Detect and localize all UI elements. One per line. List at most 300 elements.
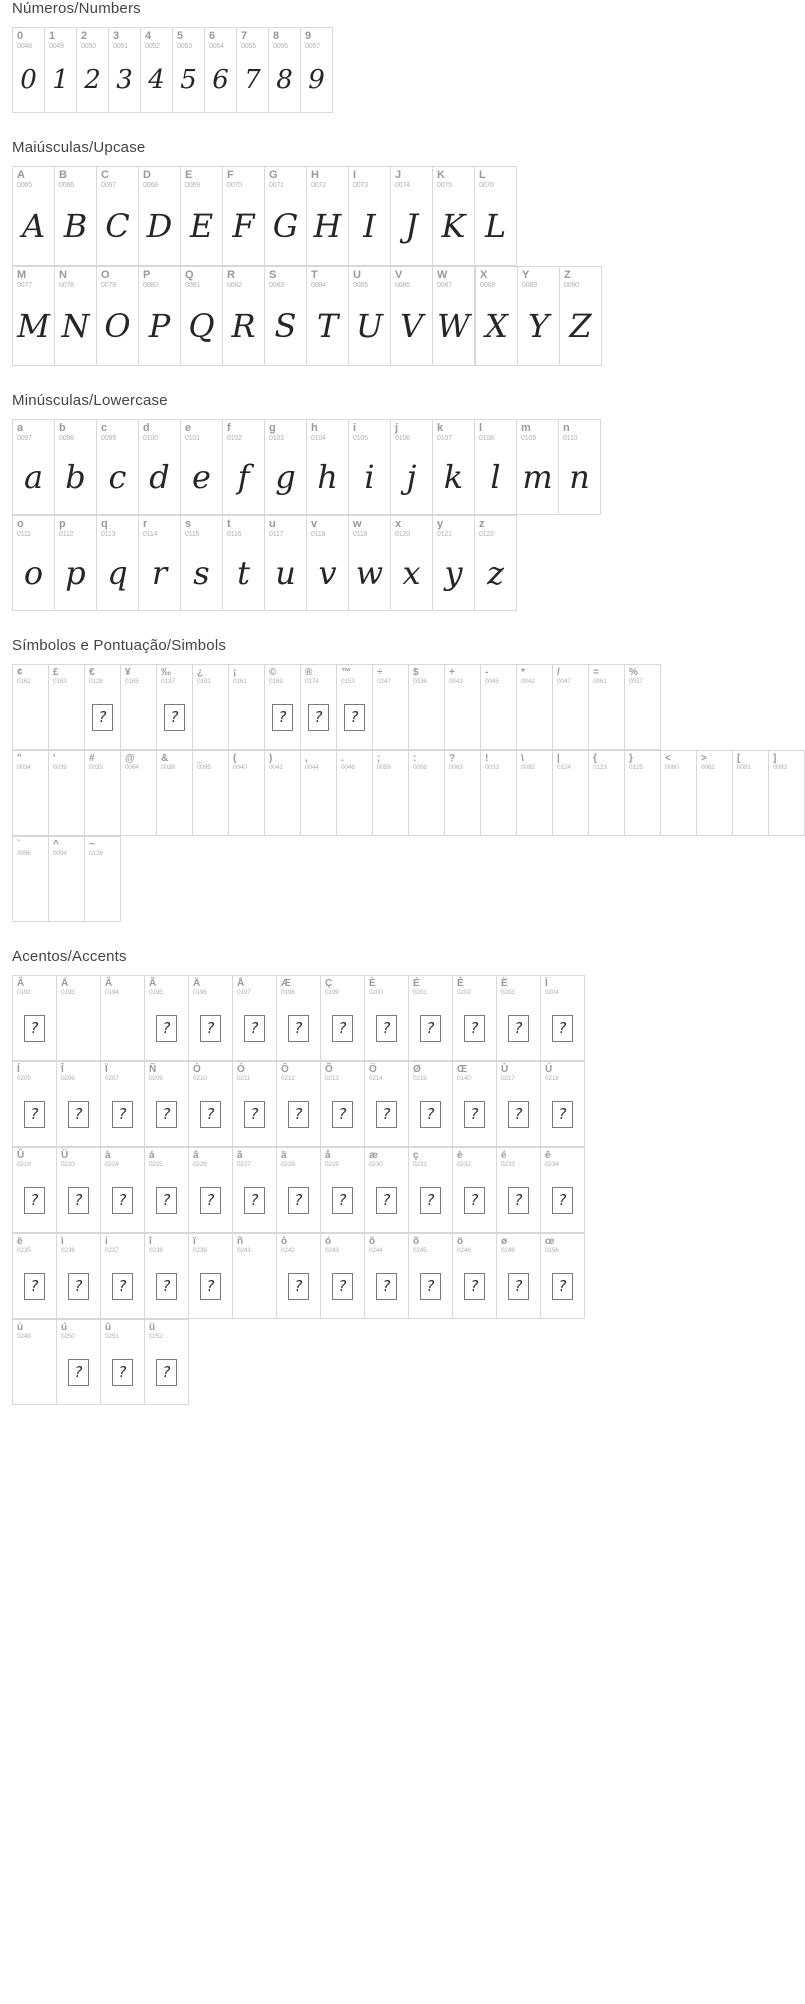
glyph-preview [409, 777, 444, 835]
glyph-preview [85, 863, 120, 921]
glyph-cell[interactable] [589, 665, 625, 750]
glyph-cell[interactable] [409, 1148, 453, 1233]
glyph-cell[interactable] [265, 167, 307, 266]
glyph-preview [517, 691, 552, 749]
glyph-cell-header [321, 1148, 364, 1174]
glyph-cell-header [189, 1234, 232, 1260]
glyph-cell[interactable] [139, 167, 181, 266]
glyph-char-label: Í [17, 1064, 20, 1075]
glyph-preview [365, 1174, 408, 1232]
glyph-cell[interactable] [769, 751, 805, 836]
glyph-preview: E [189, 207, 214, 245]
glyph-code-label: 0120 [395, 530, 410, 538]
glyph-preview [13, 1088, 56, 1146]
glyph-cell[interactable] [13, 976, 57, 1061]
glyph-cell[interactable] [321, 1148, 365, 1233]
glyph-cell[interactable] [365, 976, 409, 1061]
glyph-cell[interactable] [97, 267, 139, 366]
glyph-preview [497, 1088, 540, 1146]
glyph-char-label: T [311, 269, 318, 281]
glyph-grid [12, 975, 649, 1405]
glyph-cell[interactable] [307, 420, 349, 515]
glyph-cell-header [265, 420, 306, 446]
glyph-cell[interactable] [121, 665, 157, 750]
glyph-cell-header [57, 1234, 100, 1260]
glyph-cell[interactable] [409, 976, 453, 1061]
glyph-cell[interactable] [193, 665, 229, 750]
glyph-char-label: y [437, 518, 444, 530]
glyph-cell-header [365, 1062, 408, 1088]
glyph-code-label: 0064 [125, 763, 139, 771]
glyph-code-label: 0085 [353, 281, 368, 289]
glyph-cell-header [409, 1234, 452, 1260]
glyph-cell[interactable] [445, 665, 481, 750]
glyph-cell[interactable] [85, 665, 121, 750]
glyph-cell[interactable] [173, 28, 205, 113]
glyph-preview: x [402, 554, 421, 592]
glyph-code-label: 0220 [61, 1160, 75, 1168]
glyph-cell[interactable] [181, 167, 223, 266]
glyph-code-label: 0062 [701, 763, 715, 771]
glyph-preview: h [317, 458, 338, 496]
glyph-preview [85, 777, 120, 835]
glyph-cell[interactable] [349, 267, 391, 366]
glyph-preview: N [61, 307, 90, 345]
glyph-cell[interactable] [475, 167, 517, 266]
glyph-cell[interactable] [97, 516, 139, 611]
glyph-cell[interactable] [101, 1062, 145, 1147]
glyph-code-label: 0061 [593, 677, 607, 685]
glyph-code-label: 0233 [501, 1160, 515, 1168]
glyph-cell[interactable] [189, 1234, 233, 1319]
glyph-cell-header [301, 665, 336, 691]
glyph-code-label: 0059 [377, 763, 391, 771]
glyph-cell[interactable] [481, 751, 517, 836]
glyph-cell[interactable] [559, 420, 601, 515]
glyph-cell-header [55, 420, 96, 446]
glyph-cell[interactable] [229, 751, 265, 836]
glyph-cell[interactable] [445, 751, 481, 836]
glyph-cell[interactable] [433, 167, 475, 266]
glyph-cell[interactable] [139, 516, 181, 611]
glyph-code-label: 0241 [237, 1246, 251, 1254]
glyph-cell[interactable] [269, 28, 301, 113]
glyph-cell[interactable] [13, 167, 55, 266]
glyph-cell-header [45, 28, 76, 54]
glyph-code-label: 0044 [305, 763, 319, 771]
glyph-char-label: 5 [177, 30, 184, 42]
glyph-cell-header [349, 267, 390, 293]
glyph-cell[interactable] [223, 420, 265, 515]
glyph-cell[interactable] [497, 976, 541, 1061]
glyph-cell[interactable] [189, 1148, 233, 1233]
glyph-cell[interactable] [139, 267, 181, 366]
glyph-code-label: 0128 [89, 677, 103, 685]
glyph-cell[interactable] [365, 1234, 409, 1319]
glyph-cell[interactable] [145, 1320, 189, 1405]
glyph-cell[interactable] [733, 751, 769, 836]
glyph-cell-header [321, 1062, 364, 1088]
glyph-cell[interactable] [517, 420, 559, 515]
glyph-cell[interactable] [223, 167, 265, 266]
glyph-cell[interactable] [181, 516, 223, 611]
glyph-char-label: ù [17, 1322, 24, 1333]
glyph-code-label: 0065 [17, 181, 32, 189]
glyph-preview [233, 1174, 276, 1232]
glyph-cell[interactable] [391, 420, 433, 515]
glyph-cell-header [625, 751, 660, 777]
glyph-preview [301, 691, 336, 749]
missing-glyph-icon: ? [244, 1015, 265, 1042]
glyph-preview: W [437, 307, 470, 345]
glyph-cell[interactable] [373, 665, 409, 750]
glyph-cell[interactable] [13, 267, 55, 366]
glyph-preview: 7 [244, 65, 261, 95]
glyph-char-label: E [185, 169, 193, 181]
glyph-cell[interactable] [337, 751, 373, 836]
glyph-cell[interactable] [560, 267, 602, 366]
glyph-cell[interactable] [85, 751, 121, 836]
glyph-code-label: 0114 [143, 530, 158, 538]
glyph-cell[interactable] [307, 516, 349, 611]
glyph-cell[interactable] [233, 1148, 277, 1233]
glyph-preview [189, 1088, 232, 1146]
glyph-cell[interactable] [365, 1148, 409, 1233]
glyph-cell[interactable] [181, 267, 223, 366]
glyph-cell[interactable] [475, 420, 517, 515]
glyph-preview [49, 863, 84, 921]
glyph-cell-header [453, 1148, 496, 1174]
glyph-cell[interactable] [373, 751, 409, 836]
glyph-cell[interactable] [265, 751, 301, 836]
glyph-preview: m [522, 458, 553, 496]
glyph-preview: P [148, 307, 171, 345]
glyph-cell[interactable] [193, 751, 229, 836]
glyph-cell[interactable] [101, 1148, 145, 1233]
glyph-cell-header [121, 665, 156, 691]
glyph-preview [101, 1088, 144, 1146]
glyph-cell-header [157, 751, 192, 777]
glyph-cell[interactable] [497, 1148, 541, 1233]
glyph-cell[interactable] [307, 267, 349, 366]
glyph-cell[interactable] [265, 665, 301, 750]
glyph-char-label: H [311, 169, 319, 181]
glyph-code-label: 0076 [479, 181, 494, 189]
section-title: Acentos/Accents [12, 948, 127, 965]
glyph-preview: 8 [276, 65, 293, 95]
glyph-cell[interactable] [13, 1320, 57, 1405]
glyph-cell[interactable] [625, 751, 661, 836]
section-title: Números/Numbers [12, 0, 141, 17]
glyph-cell[interactable] [13, 28, 45, 113]
glyph-cell[interactable] [301, 665, 337, 750]
glyph-cell[interactable] [277, 1234, 321, 1319]
glyph-code-label: 0054 [209, 42, 224, 50]
glyph-code-label: 0091 [737, 763, 751, 771]
glyph-cell[interactable] [391, 167, 433, 266]
glyph-cell[interactable] [55, 420, 97, 515]
glyph-cell[interactable] [661, 751, 697, 836]
glyph-cell[interactable] [518, 267, 560, 366]
glyph-cell[interactable] [349, 167, 391, 266]
glyph-code-label: 0238 [149, 1246, 163, 1254]
glyph-cell[interactable] [589, 751, 625, 836]
glyph-cell[interactable] [453, 976, 497, 1061]
glyph-char-label: ] [773, 753, 777, 764]
glyph-cell[interactable] [205, 28, 237, 113]
glyph-cell[interactable] [391, 516, 433, 611]
glyph-cell[interactable] [453, 1062, 497, 1147]
glyph-cell-header [453, 1062, 496, 1088]
glyph-cell[interactable] [13, 1062, 57, 1147]
glyph-cell[interactable] [265, 267, 307, 366]
glyph-cell-header [57, 976, 100, 1002]
glyph-cell[interactable] [349, 516, 391, 611]
glyph-cell-header [769, 751, 804, 777]
glyph-cell-header [55, 267, 96, 293]
glyph-cell[interactable] [409, 1234, 453, 1319]
glyph-cell[interactable] [229, 665, 265, 750]
glyph-code-label: 0039 [53, 763, 67, 771]
glyph-preview [101, 1002, 144, 1060]
glyph-char-label: _ [197, 753, 203, 764]
glyph-cell[interactable] [517, 751, 553, 836]
glyph-cell[interactable] [85, 837, 121, 922]
glyph-cell[interactable] [409, 1062, 453, 1147]
glyph-cell[interactable] [13, 751, 49, 836]
glyph-cell[interactable] [101, 1234, 145, 1319]
glyph-cell[interactable] [45, 28, 77, 113]
glyph-cell[interactable] [101, 1320, 145, 1405]
glyph-cell[interactable] [223, 516, 265, 611]
glyph-cell[interactable] [57, 976, 101, 1061]
glyph-char-label: : [413, 753, 417, 764]
glyph-cell[interactable] [553, 665, 589, 750]
glyph-cell[interactable] [97, 167, 139, 266]
glyph-cell[interactable] [625, 665, 661, 750]
glyph-cell[interactable] [121, 751, 157, 836]
glyph-char-label: 3 [113, 30, 120, 42]
glyph-cell[interactable] [237, 28, 269, 113]
glyph-cell[interactable] [301, 751, 337, 836]
glyph-preview: F [232, 207, 255, 245]
glyph-cell[interactable] [13, 665, 49, 750]
glyph-cell-header [85, 665, 120, 691]
glyph-code-label: 0042 [521, 677, 535, 685]
glyph-cell[interactable] [109, 28, 141, 113]
glyph-preview [193, 777, 228, 835]
glyph-code-label: 0210 [193, 1074, 207, 1082]
glyph-code-label: 0104 [311, 434, 326, 442]
glyph-cell[interactable] [233, 1234, 277, 1319]
glyph-cell[interactable] [57, 1320, 101, 1405]
glyph-cell[interactable] [481, 665, 517, 750]
glyph-char-label: 8 [273, 30, 280, 42]
glyph-cell[interactable] [57, 1234, 101, 1319]
glyph-char-label: h [311, 422, 318, 434]
glyph-cell[interactable] [181, 420, 223, 515]
glyph-cell[interactable] [433, 267, 475, 366]
glyph-char-label: Ü [61, 1150, 69, 1161]
glyph-cell[interactable] [337, 665, 373, 750]
glyph-cell[interactable] [697, 751, 733, 836]
glyph-cell-header [85, 751, 120, 777]
glyph-cell-header [13, 1148, 56, 1174]
glyph-preview: O [104, 307, 131, 345]
glyph-preview: b [65, 458, 86, 496]
glyph-cell[interactable] [321, 1062, 365, 1147]
glyph-cell[interactable] [497, 1234, 541, 1319]
glyph-char-label: Ò [193, 1064, 201, 1075]
glyph-cell[interactable] [349, 420, 391, 515]
glyph-cell-header [193, 665, 228, 691]
glyph-char-label: Â [17, 978, 25, 989]
glyph-cell[interactable] [13, 1148, 57, 1233]
glyph-cell[interactable] [57, 1062, 101, 1147]
glyph-cell-header [77, 28, 108, 54]
glyph-cell-header [55, 516, 96, 542]
glyph-row [12, 836, 121, 922]
glyph-preview [321, 1002, 364, 1060]
glyph-cell[interactable] [13, 1234, 57, 1319]
glyph-cell[interactable] [157, 665, 193, 750]
glyph-char-label: ? [449, 753, 456, 764]
glyph-cell[interactable] [277, 976, 321, 1061]
glyph-cell[interactable] [139, 420, 181, 515]
glyph-cell-header [101, 1320, 144, 1346]
glyph-cell[interactable] [409, 665, 445, 750]
missing-glyph-icon: ? [272, 704, 293, 731]
glyph-cell[interactable] [541, 1234, 585, 1319]
glyph-cell-header [349, 516, 390, 542]
glyph-char-label: Ñ [149, 1064, 157, 1075]
missing-glyph-icon: ? [508, 1015, 529, 1042]
glyph-cell[interactable] [13, 837, 49, 922]
glyph-cell[interactable] [541, 976, 585, 1061]
glyph-cell[interactable] [433, 420, 475, 515]
glyph-char-label: ‰ [161, 667, 171, 678]
glyph-cell[interactable] [145, 1062, 189, 1147]
glyph-cell[interactable] [391, 267, 433, 366]
glyph-code-label: 0196 [193, 988, 207, 996]
glyph-cell[interactable] [145, 976, 189, 1061]
glyph-cell[interactable] [365, 1062, 409, 1147]
glyph-cell[interactable] [97, 420, 139, 515]
glyph-cell-header [57, 1062, 100, 1088]
glyph-cell[interactable] [277, 1062, 321, 1147]
glyph-cell[interactable] [49, 837, 85, 922]
glyph-cell[interactable] [517, 665, 553, 750]
glyph-cell[interactable] [541, 1062, 585, 1147]
glyph-cell[interactable] [541, 1148, 585, 1233]
glyph-cell[interactable] [277, 1148, 321, 1233]
glyph-char-label: È [369, 978, 376, 989]
glyph-cell[interactable] [307, 167, 349, 266]
glyph-char-label: b [59, 422, 66, 434]
glyph-preview: T [316, 307, 339, 345]
glyph-preview: z [487, 554, 504, 592]
glyph-cell[interactable] [321, 976, 365, 1061]
glyph-cell[interactable] [141, 28, 173, 113]
glyph-cell[interactable] [13, 516, 55, 611]
glyph-cell-header [409, 665, 444, 691]
glyph-cell[interactable] [233, 1062, 277, 1147]
missing-glyph-icon: ? [244, 1101, 265, 1128]
glyph-char-label: Ù [501, 1064, 509, 1075]
glyph-code-label: 0089 [522, 281, 537, 289]
glyph-cell[interactable] [265, 516, 307, 611]
glyph-cell[interactable] [77, 28, 109, 113]
glyph-code-label: 0049 [49, 42, 64, 50]
glyph-preview [409, 1174, 452, 1232]
glyph-cell[interactable] [497, 1062, 541, 1147]
glyph-cell[interactable] [55, 267, 97, 366]
glyph-code-label: 0207 [105, 1074, 119, 1082]
glyph-preview: t [237, 554, 250, 592]
glyph-char-label: é [501, 1150, 507, 1161]
glyph-code-label: 0088 [480, 281, 495, 289]
glyph-cell[interactable] [49, 751, 85, 836]
glyph-char-label: â [193, 1150, 199, 1161]
glyph-cell[interactable] [301, 28, 333, 113]
glyph-cell[interactable] [233, 976, 277, 1061]
glyph-cell[interactable] [265, 420, 307, 515]
missing-glyph-icon: ? [156, 1273, 177, 1300]
glyph-preview [409, 691, 444, 749]
glyph-cell[interactable] [453, 1148, 497, 1233]
glyph-cell[interactable] [189, 1062, 233, 1147]
glyph-cell[interactable] [453, 1234, 497, 1319]
glyph-cell[interactable] [145, 1234, 189, 1319]
glyph-char-label: Z [564, 269, 571, 281]
glyph-cell-header [97, 267, 138, 293]
glyph-cell[interactable] [433, 516, 475, 611]
glyph-char-label: Æ [281, 978, 291, 989]
glyph-cell[interactable] [553, 751, 589, 836]
glyph-preview [337, 691, 372, 749]
glyph-cell[interactable] [476, 267, 518, 366]
glyph-cell[interactable] [145, 1148, 189, 1233]
glyph-code-label: 0058 [413, 763, 427, 771]
glyph-char-label: C [101, 169, 109, 181]
glyph-char-label: Á [61, 978, 69, 989]
glyph-cell[interactable] [49, 665, 85, 750]
glyph-cell[interactable] [55, 516, 97, 611]
glyph-cell[interactable] [57, 1148, 101, 1233]
glyph-cell[interactable] [13, 420, 55, 515]
glyph-code-label: 0079 [101, 281, 116, 289]
glyph-cell[interactable] [321, 1234, 365, 1319]
glyph-preview [145, 1346, 188, 1404]
glyph-code-label: 0051 [113, 42, 128, 50]
glyph-cell[interactable] [409, 751, 445, 836]
glyph-row [12, 27, 333, 113]
glyph-cell[interactable] [101, 976, 145, 1061]
glyph-char-label: ¡ [233, 667, 237, 678]
glyph-cell[interactable] [157, 751, 193, 836]
glyph-char-label: û [105, 1322, 112, 1333]
glyph-char-label: ö [457, 1236, 464, 1247]
glyph-code-label: 0036 [413, 677, 427, 685]
glyph-cell[interactable] [475, 516, 517, 611]
glyph-char-label: Õ [325, 1064, 333, 1075]
glyph-cell[interactable] [189, 976, 233, 1061]
glyph-cell-header [121, 751, 156, 777]
glyph-cell[interactable] [223, 267, 265, 366]
glyph-char-label: Ì [545, 978, 548, 989]
glyph-cell[interactable] [55, 167, 97, 266]
missing-glyph-icon: ? [24, 1015, 45, 1042]
